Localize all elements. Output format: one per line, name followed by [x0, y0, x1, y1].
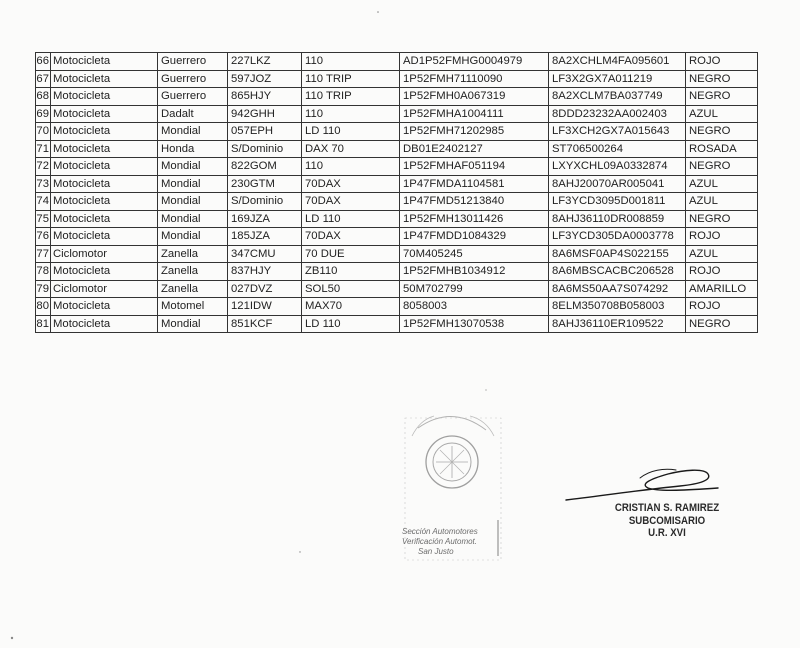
plate-cell: 347CMU [228, 245, 302, 263]
chassis-number-cell: 8AHJ36110ER109522 [549, 315, 686, 333]
chassis-number-cell: LF3X2GX7A011219 [549, 70, 686, 88]
engine-number-cell: 1P52FMHA1004111 [400, 105, 549, 123]
engine-number-cell: 1P52FMH13011426 [400, 210, 549, 228]
row-number-cell: 81 [36, 315, 51, 333]
color-cell: ROSADA [686, 140, 758, 158]
vehicle-type-cell: Motocicleta [51, 70, 158, 88]
model-cell: LD 110 [302, 210, 400, 228]
model-cell: 110 [302, 53, 400, 71]
engine-number-cell: AD1P52FMHG0004979 [400, 53, 549, 71]
brand-cell: Guerrero [158, 53, 228, 71]
model-cell: 110 [302, 158, 400, 176]
stamp-text [402, 527, 500, 557]
brand-cell: Motomel [158, 298, 228, 316]
color-cell: AZUL [686, 193, 758, 211]
plate-cell: 865HJY [228, 88, 302, 106]
vehicle-type-cell: Motocicleta [51, 105, 158, 123]
color-cell: AMARILLO [686, 280, 758, 298]
vehicle-table [35, 52, 758, 333]
handwritten-signature-icon [566, 469, 718, 500]
table-row [36, 123, 758, 141]
table-row [36, 140, 758, 158]
color-cell: ROJO [686, 53, 758, 71]
table-row [36, 175, 758, 193]
vehicle-table-body [36, 53, 758, 333]
chassis-number-cell: 8A6MSF0AP4S022155 [549, 245, 686, 263]
brand-cell: Mondial [158, 228, 228, 246]
stamp-line: Sección Automotores [402, 527, 478, 536]
engine-number-cell: 50M702799 [400, 280, 549, 298]
plate-cell: 597JOZ [228, 70, 302, 88]
chassis-number-cell: LXYXCHL09A0332874 [549, 158, 686, 176]
engine-number-cell: 1P52FMH13070538 [400, 315, 549, 333]
vehicle-type-cell: Motocicleta [51, 298, 158, 316]
brand-cell: Mondial [158, 123, 228, 141]
vehicle-type-cell: Motocicleta [51, 53, 158, 71]
brand-cell: Honda [158, 140, 228, 158]
row-number-cell: 70 [36, 123, 51, 141]
plate-cell: 185JZA [228, 228, 302, 246]
signature-block [601, 502, 733, 540]
engine-number-cell: 1P47FMDD1084329 [400, 228, 549, 246]
brand-cell: Mondial [158, 193, 228, 211]
signatory-unit: U.R. XVI [648, 527, 686, 539]
vehicle-type-cell: Motocicleta [51, 123, 158, 141]
row-number-cell: 66 [36, 53, 51, 71]
row-number-cell: 77 [36, 245, 51, 263]
table-row [36, 263, 758, 281]
vehicle-type-cell: Ciclomotor [51, 245, 158, 263]
brand-cell: Mondial [158, 210, 228, 228]
engine-number-cell: 1P47FMDA1104581 [400, 175, 549, 193]
chassis-number-cell: 8A6MBSCACBC206528 [549, 263, 686, 281]
model-cell: DAX 70 [302, 140, 400, 158]
brand-cell: Mondial [158, 315, 228, 333]
row-number-cell: 74 [36, 193, 51, 211]
row-number-cell: 68 [36, 88, 51, 106]
color-cell: ROJO [686, 263, 758, 281]
chassis-number-cell: 8ELM350708B058003 [549, 298, 686, 316]
color-cell: NEGRO [686, 210, 758, 228]
engine-number-cell: 1P47FMD51213840 [400, 193, 549, 211]
color-cell: NEGRO [686, 315, 758, 333]
chassis-number-cell: LF3XCH2GX7A015643 [549, 123, 686, 141]
chassis-number-cell: 8AHJ20070AR005041 [549, 175, 686, 193]
color-cell: NEGRO [686, 70, 758, 88]
brand-cell: Guerrero [158, 70, 228, 88]
table-row [36, 158, 758, 176]
chassis-number-cell: 8A6MS50AA7S074292 [549, 280, 686, 298]
color-cell: AZUL [686, 175, 758, 193]
model-cell: 70 DUE [302, 245, 400, 263]
row-number-cell: 69 [36, 105, 51, 123]
row-number-cell: 75 [36, 210, 51, 228]
stamp-line: Verificación Automot. [402, 537, 477, 546]
model-cell: LD 110 [302, 315, 400, 333]
plate-cell: 230GTM [228, 175, 302, 193]
stamp-line: San Justo [418, 547, 454, 556]
color-cell: ROJO [686, 228, 758, 246]
table-row [36, 315, 758, 333]
model-cell: LD 110 [302, 123, 400, 141]
model-cell: 110 TRIP [302, 88, 400, 106]
table-row [36, 105, 758, 123]
model-cell: SOL50 [302, 280, 400, 298]
engine-number-cell: DB01E2402127 [400, 140, 549, 158]
vehicle-type-cell: Ciclomotor [51, 280, 158, 298]
vehicle-type-cell: Motocicleta [51, 315, 158, 333]
row-number-cell: 80 [36, 298, 51, 316]
chassis-number-cell: 8A2XCHLM4FA095601 [549, 53, 686, 71]
brand-cell: Guerrero [158, 88, 228, 106]
color-cell: NEGRO [686, 88, 758, 106]
vehicle-type-cell: Motocicleta [51, 210, 158, 228]
color-cell: NEGRO [686, 158, 758, 176]
engine-number-cell: 1P52FMH71202985 [400, 123, 549, 141]
vehicle-type-cell: Motocicleta [51, 158, 158, 176]
plate-cell: 169JZA [228, 210, 302, 228]
color-cell: NEGRO [686, 123, 758, 141]
brand-cell: Mondial [158, 175, 228, 193]
color-cell: AZUL [686, 245, 758, 263]
vehicle-type-cell: Motocicleta [51, 263, 158, 281]
engine-number-cell: 1P52FMHAF051194 [400, 158, 549, 176]
row-number-cell: 73 [36, 175, 51, 193]
chassis-number-cell: LF3YCD3095D001811 [549, 193, 686, 211]
vehicle-type-cell: Motocicleta [51, 88, 158, 106]
engine-number-cell: 70M405245 [400, 245, 549, 263]
chassis-number-cell: 8DDD23232AA002403 [549, 105, 686, 123]
table-row [36, 298, 758, 316]
table-row [36, 193, 758, 211]
table-row [36, 245, 758, 263]
row-number-cell: 76 [36, 228, 51, 246]
brand-cell: Zanella [158, 245, 228, 263]
vehicle-type-cell: Motocicleta [51, 193, 158, 211]
brand-cell: Mondial [158, 158, 228, 176]
signatory-rank: SUBCOMISARIO [628, 514, 706, 527]
table-row [36, 280, 758, 298]
plate-cell: 822GOM [228, 158, 302, 176]
chassis-number-cell: LF3YCD305DA0003778 [549, 228, 686, 246]
model-cell: 70DAX [302, 193, 400, 211]
plate-cell: 837HJY [228, 263, 302, 281]
brand-cell: Zanella [158, 280, 228, 298]
brand-cell: Dadalt [158, 105, 228, 123]
vehicle-type-cell: Motocicleta [51, 140, 158, 158]
plate-cell: 227LKZ [228, 53, 302, 71]
engine-number-cell: 1P52FMH0A067319 [400, 88, 549, 106]
row-number-cell: 78 [36, 263, 51, 281]
table-row [36, 70, 758, 88]
engine-number-cell: 1P52FMH71110090 [400, 70, 549, 88]
row-number-cell: 67 [36, 70, 51, 88]
plate-cell: 121IDW [228, 298, 302, 316]
vehicle-type-cell: Motocicleta [51, 228, 158, 246]
chassis-number-cell: ST706500264 [549, 140, 686, 158]
table-row [36, 53, 758, 71]
row-number-cell: 79 [36, 280, 51, 298]
engine-number-cell: 8058003 [400, 298, 549, 316]
model-cell: 110 [302, 105, 400, 123]
model-cell: MAX70 [302, 298, 400, 316]
table-row [36, 210, 758, 228]
plate-cell: 057EPH [228, 123, 302, 141]
brand-cell: Zanella [158, 263, 228, 281]
model-cell: 110 TRIP [302, 70, 400, 88]
chassis-number-cell: 8AHJ36110DR008859 [549, 210, 686, 228]
model-cell: 70DAX [302, 175, 400, 193]
plate-cell: 027DVZ [228, 280, 302, 298]
color-cell: ROJO [686, 298, 758, 316]
plate-cell: 851KCF [228, 315, 302, 333]
color-cell: AZUL [686, 105, 758, 123]
plate-cell: S/Dominio [228, 193, 302, 211]
table-row [36, 228, 758, 246]
row-number-cell: 71 [36, 140, 51, 158]
row-number-cell: 72 [36, 158, 51, 176]
table-row [36, 88, 758, 106]
model-cell: 70DAX [302, 228, 400, 246]
signatory-name: CRISTIAN S. RAMIREZ [614, 502, 720, 514]
plate-cell: 942GHH [228, 105, 302, 123]
plate-cell: S/Dominio [228, 140, 302, 158]
vehicle-type-cell: Motocicleta [51, 175, 158, 193]
model-cell: ZB110 [302, 263, 400, 281]
engine-number-cell: 1P52FMHB1034912 [400, 263, 549, 281]
chassis-number-cell: 8A2XCLM7BA037749 [549, 88, 686, 106]
